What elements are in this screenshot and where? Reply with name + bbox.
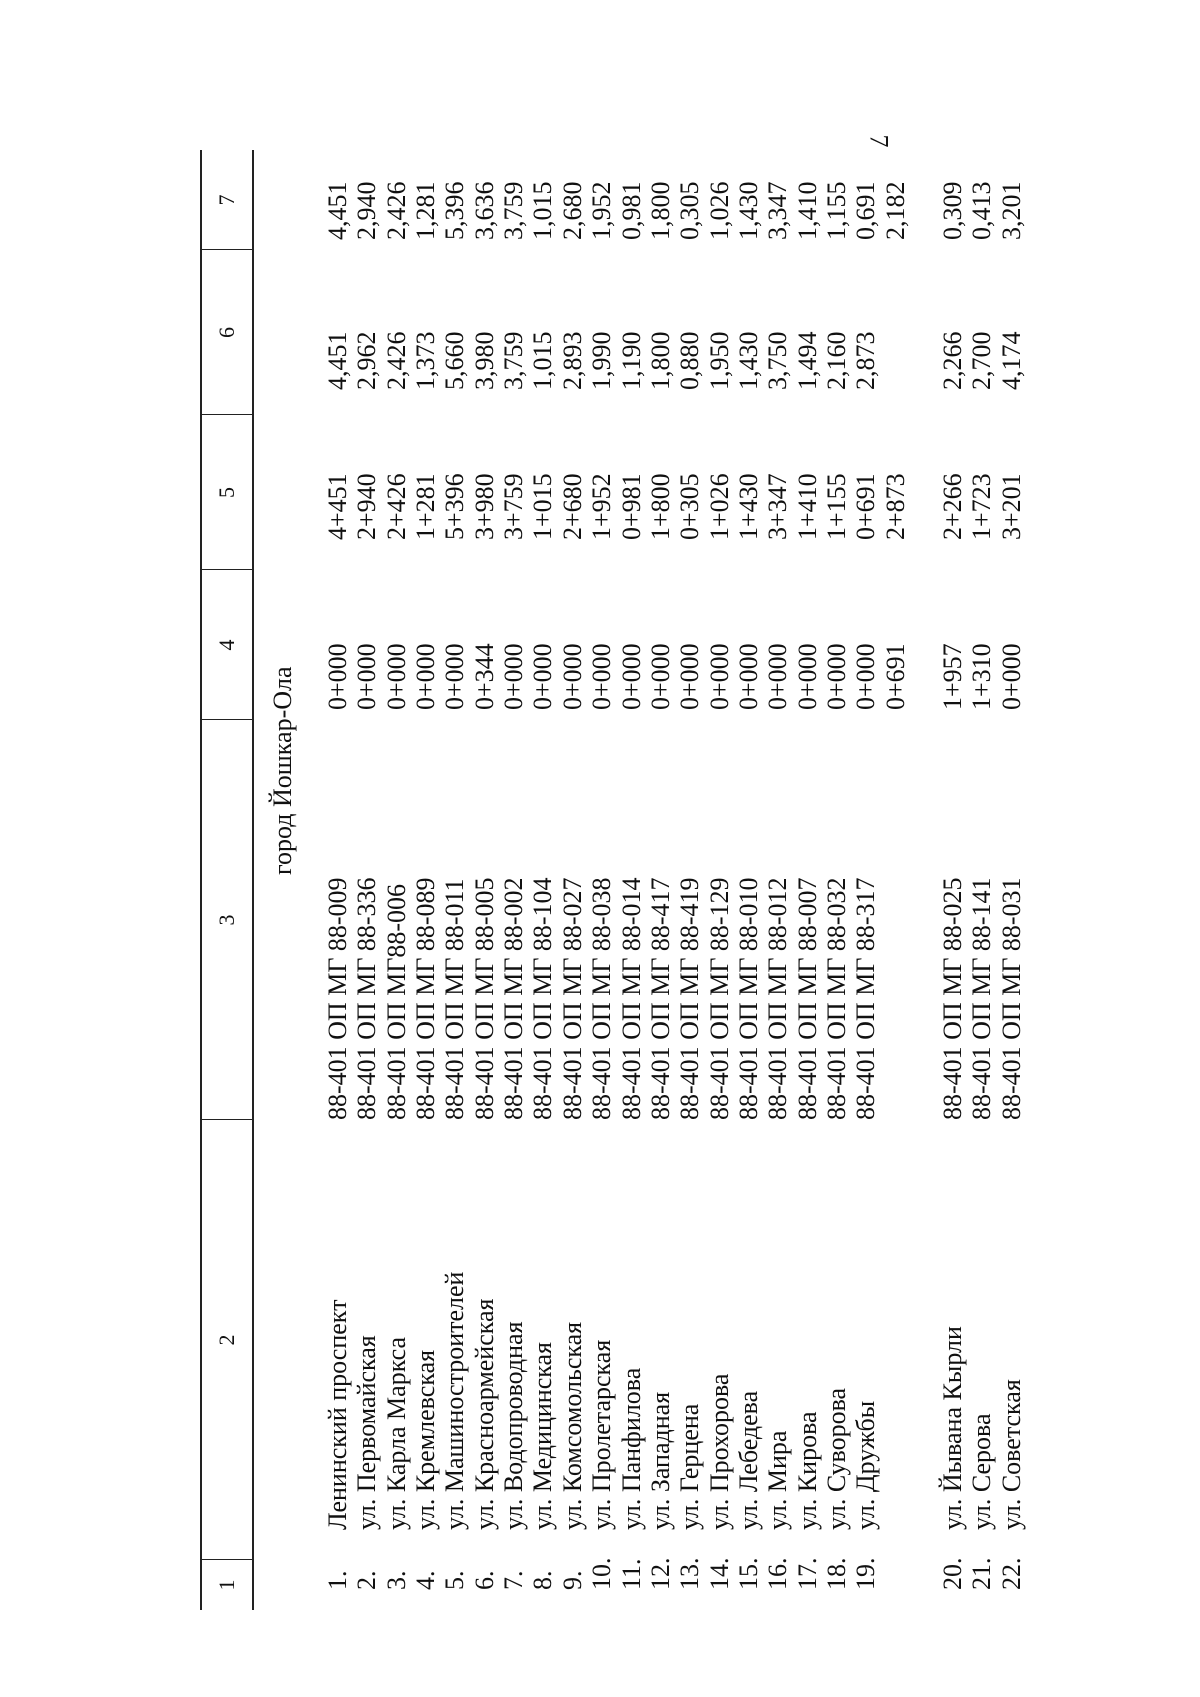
start-km: 0+000 bbox=[851, 643, 881, 710]
total-length: 2,893 bbox=[557, 331, 587, 390]
table-row bbox=[675, 150, 704, 1610]
section-title: город Йошкар-Ола bbox=[268, 666, 297, 875]
total-length: 1,190 bbox=[616, 331, 646, 390]
row-number: 7. bbox=[499, 1570, 529, 1590]
total-length: 3,980 bbox=[469, 331, 499, 390]
row-number: 12. bbox=[645, 1557, 675, 1590]
total-length: 3,750 bbox=[763, 331, 793, 390]
section-length: 0,981 bbox=[616, 181, 646, 240]
end-km: 4+451 bbox=[323, 473, 352, 540]
row-number: 9. bbox=[557, 1570, 587, 1590]
total-length: 1,373 bbox=[411, 331, 441, 390]
section-length: 0,413 bbox=[967, 181, 997, 240]
end-km: 1+155 bbox=[821, 473, 851, 540]
total-length: 2,426 bbox=[381, 331, 411, 390]
page-number: 7 bbox=[864, 134, 894, 148]
column-divider bbox=[202, 249, 252, 250]
start-km: 0+000 bbox=[996, 643, 1026, 710]
table-row bbox=[967, 150, 996, 1610]
table-row bbox=[352, 150, 381, 1610]
road-code: 88-401 ОП МГ 88-089 bbox=[411, 877, 441, 1120]
table-row bbox=[558, 150, 587, 1610]
row-number: 6. bbox=[469, 1570, 499, 1590]
road-code: 88-401 ОП МГ 88-336 bbox=[352, 877, 382, 1120]
end-km: 1+015 bbox=[528, 473, 558, 540]
street-name: ул. Суворова bbox=[821, 1387, 851, 1530]
start-km: 0+000 bbox=[381, 643, 411, 710]
street-name: ул. Западная bbox=[645, 1391, 675, 1530]
street-name: ул. Водопроводная bbox=[499, 1321, 529, 1530]
row-number: 20. bbox=[938, 1557, 967, 1590]
row-number: 3. bbox=[381, 1570, 411, 1590]
column-header-6: 6 bbox=[214, 327, 239, 338]
total-length: 1,950 bbox=[704, 331, 734, 390]
street-name: ул. Мира bbox=[763, 1430, 793, 1530]
total-length: 2,700 bbox=[967, 331, 997, 390]
table-row bbox=[938, 150, 967, 1610]
road-code: 88-401 ОП МГ 88-010 bbox=[733, 877, 763, 1120]
column-header-1: 1 bbox=[214, 1579, 239, 1591]
end-km: 2+426 bbox=[381, 473, 411, 540]
total-length: 1,800 bbox=[645, 331, 675, 390]
row-number: 4. bbox=[411, 1570, 441, 1590]
row-number: 2. bbox=[352, 1570, 382, 1590]
road-code: 88-401 ОП МГ 88-038 bbox=[587, 877, 617, 1120]
street-name: ул. Дружбы bbox=[851, 1400, 881, 1530]
end-km: 1+952 bbox=[587, 473, 617, 540]
table-row bbox=[411, 150, 440, 1610]
section-length: 3,347 bbox=[763, 181, 793, 240]
section-length: 2,426 bbox=[381, 181, 411, 240]
table-row bbox=[646, 150, 675, 1610]
total-length: 4,451 bbox=[323, 331, 352, 390]
total-length: 1,430 bbox=[733, 331, 763, 390]
table-row bbox=[734, 150, 763, 1610]
row-number: 13. bbox=[675, 1557, 705, 1590]
table-row bbox=[440, 150, 469, 1610]
section-length: 2,680 bbox=[557, 181, 587, 240]
total-length: 1,494 bbox=[792, 331, 822, 390]
start-km: 0+000 bbox=[528, 643, 558, 710]
street-name: ул. Пролетарская bbox=[587, 1339, 617, 1530]
street-name: ул. Комсомольская bbox=[557, 1321, 587, 1530]
table-row bbox=[881, 150, 910, 1610]
road-code: 88-401 ОП МГ 88-009 bbox=[323, 877, 352, 1120]
section-length: 1,952 bbox=[587, 181, 617, 240]
street-name: ул. Машиностроителей bbox=[440, 1271, 470, 1530]
end-km: 5+396 bbox=[440, 473, 470, 540]
column-header-5: 5 bbox=[214, 487, 239, 498]
table-row bbox=[528, 150, 557, 1610]
road-code: 88-401 ОП МГ 88-141 bbox=[967, 877, 997, 1120]
start-km: 0+000 bbox=[616, 643, 646, 710]
end-km: 2+873 bbox=[880, 473, 910, 540]
road-code: 88-401 ОП МГ 88-002 bbox=[499, 877, 529, 1120]
road-code: 88-401 ОП МГ 88-014 bbox=[616, 877, 646, 1120]
table-row bbox=[323, 150, 352, 1610]
end-km: 3+980 bbox=[469, 473, 499, 540]
section-length: 1,155 bbox=[821, 181, 851, 240]
row-number: 21. bbox=[967, 1557, 997, 1590]
column-divider bbox=[202, 1119, 252, 1120]
total-length: 5,660 bbox=[440, 331, 470, 390]
start-km: 0+000 bbox=[733, 643, 763, 710]
road-code: 88-401 ОП МГ 88-007 bbox=[792, 877, 822, 1120]
section-length: 1,026 bbox=[704, 181, 734, 240]
street-name: Ленинский проспект bbox=[323, 1299, 352, 1530]
row-number: 5. bbox=[440, 1570, 470, 1590]
column-divider bbox=[202, 569, 252, 570]
row-number: 15. bbox=[733, 1557, 763, 1590]
start-km: 0+000 bbox=[763, 643, 793, 710]
column-divider bbox=[202, 1559, 252, 1560]
start-km: 0+344 bbox=[469, 643, 499, 710]
row-number: 19. bbox=[851, 1557, 881, 1590]
end-km: 0+981 bbox=[616, 473, 646, 540]
road-code: 88-401 ОП МГ 88-027 bbox=[557, 877, 587, 1120]
section-length: 0,691 bbox=[851, 181, 881, 240]
row-number: 1. bbox=[323, 1570, 352, 1590]
road-code: 88-401 ОП МГ 88-005 bbox=[469, 877, 499, 1120]
end-km: 1+281 bbox=[411, 473, 441, 540]
street-name: ул. Медицинская bbox=[528, 1342, 558, 1530]
end-km: 3+759 bbox=[499, 473, 529, 540]
table-row bbox=[470, 150, 499, 1610]
section-length: 3,759 bbox=[499, 181, 529, 240]
section-length: 4,451 bbox=[323, 181, 352, 240]
table-row bbox=[499, 150, 528, 1610]
table-row bbox=[997, 150, 1026, 1610]
section-length: 1,800 bbox=[645, 181, 675, 240]
total-length: 1,990 bbox=[587, 331, 617, 390]
road-code: 88-401 ОП МГ 88-032 bbox=[821, 877, 851, 1120]
table-row bbox=[382, 150, 411, 1610]
end-km: 1+723 bbox=[967, 473, 997, 540]
road-code: 88-401 ОП МГ 88-417 bbox=[645, 877, 675, 1120]
road-code: 88-401 ОП МГ 88-129 bbox=[704, 877, 734, 1120]
road-code: 88-401 ОП МГ 88-011 bbox=[440, 878, 470, 1120]
start-km: 0+000 bbox=[587, 643, 617, 710]
end-km: 2+266 bbox=[938, 473, 967, 540]
end-km: 3+201 bbox=[996, 473, 1026, 540]
end-km: 3+347 bbox=[763, 473, 793, 540]
end-km: 1+410 bbox=[792, 473, 822, 540]
end-km: 1+800 bbox=[645, 473, 675, 540]
row-number: 17. bbox=[792, 1557, 822, 1590]
section-length: 3,201 bbox=[996, 181, 1026, 240]
street-name: ул. Йывана Кырли bbox=[938, 1326, 967, 1530]
start-km: 0+000 bbox=[821, 643, 851, 710]
street-name: ул. Панфилова bbox=[616, 1367, 646, 1530]
table-row bbox=[822, 150, 851, 1610]
section-length: 1,281 bbox=[411, 181, 441, 240]
total-length: 4,174 bbox=[996, 331, 1026, 390]
table-row bbox=[793, 150, 822, 1610]
road-code: 88-401 ОП МГ 88-025 bbox=[938, 877, 967, 1120]
section-length: 5,396 bbox=[440, 181, 470, 240]
road-code: 88-401 ОП МГ 88-031 bbox=[996, 877, 1026, 1120]
row-number: 10. bbox=[587, 1557, 617, 1590]
row-number: 11. bbox=[616, 1558, 646, 1590]
start-km: 0+000 bbox=[323, 643, 352, 710]
end-km: 0+305 bbox=[675, 473, 705, 540]
street-name: ул. Красноармейская bbox=[469, 1298, 499, 1530]
row-number: 22. bbox=[996, 1557, 1026, 1590]
road-code: 88-401 ОП МГ 88-104 bbox=[528, 877, 558, 1120]
column-header-4: 4 bbox=[214, 639, 239, 651]
section-length: 3,636 bbox=[469, 181, 499, 240]
street-name: ул. Прохорова bbox=[704, 1373, 734, 1530]
road-table bbox=[200, 150, 1026, 1610]
table-row bbox=[617, 150, 646, 1610]
street-name: ул. Серова bbox=[967, 1413, 997, 1530]
end-km: 0+691 bbox=[851, 473, 881, 540]
section-length: 2,182 bbox=[880, 181, 910, 240]
row-number: 18. bbox=[821, 1557, 851, 1590]
street-name: ул. Советская bbox=[996, 1379, 1026, 1530]
column-header-3: 3 bbox=[214, 914, 239, 926]
road-code: 88-401 ОП МГ 88-012 bbox=[763, 877, 793, 1120]
column-header-2: 2 bbox=[214, 1334, 239, 1346]
street-name: ул. Герцена bbox=[675, 1403, 705, 1530]
column-divider bbox=[202, 414, 252, 415]
end-km: 1+430 bbox=[733, 473, 763, 540]
total-length: 0,880 bbox=[675, 331, 705, 390]
total-length: 1,015 bbox=[528, 331, 558, 390]
end-km: 2+680 bbox=[557, 473, 587, 540]
road-code: 88-401 ОП МГ 88-317 bbox=[851, 877, 881, 1120]
start-km: 0+000 bbox=[499, 643, 529, 710]
end-km: 2+940 bbox=[352, 473, 382, 540]
row-number: 16. bbox=[763, 1557, 793, 1590]
row-number: 14. bbox=[704, 1557, 734, 1590]
section-length: 1,410 bbox=[792, 181, 822, 240]
row-number: 8. bbox=[528, 1570, 558, 1590]
start-km: 1+310 bbox=[967, 643, 997, 710]
table-header bbox=[200, 150, 254, 1610]
total-length: 2,160 bbox=[821, 331, 851, 390]
street-name: ул. Первомайская bbox=[352, 1335, 382, 1530]
section-length: 1,430 bbox=[733, 181, 763, 240]
total-length: 3,759 bbox=[499, 331, 529, 390]
table-row bbox=[587, 150, 616, 1610]
start-km: 0+000 bbox=[557, 643, 587, 710]
start-km: 1+957 bbox=[938, 643, 967, 710]
street-name: ул. Лебедева bbox=[733, 1390, 763, 1530]
end-km: 1+026 bbox=[704, 473, 734, 540]
section-length: 1,015 bbox=[528, 181, 558, 240]
street-name: ул. Кремлевская bbox=[411, 1349, 441, 1530]
total-length: 2,266 bbox=[938, 331, 967, 390]
total-length: 2,962 bbox=[352, 331, 382, 390]
street-name: ул. Кирова bbox=[792, 1411, 822, 1530]
start-km: 0+000 bbox=[411, 643, 441, 710]
column-header-7: 7 bbox=[214, 194, 239, 206]
start-km: 0+000 bbox=[440, 643, 470, 710]
table-row bbox=[705, 150, 734, 1610]
start-km: 0+000 bbox=[352, 643, 382, 710]
start-km: 0+000 bbox=[645, 643, 675, 710]
column-divider bbox=[202, 719, 252, 720]
start-km: 0+691 bbox=[880, 643, 910, 710]
road-code: 88-401 ОП МГ88-006 bbox=[381, 883, 411, 1120]
total-length: 2,873 bbox=[851, 331, 881, 390]
road-code: 88-401 ОП МГ 88-419 bbox=[675, 877, 705, 1120]
section-length: 0,309 bbox=[938, 181, 967, 240]
table-row bbox=[763, 150, 792, 1610]
start-km: 0+000 bbox=[675, 643, 705, 710]
section-length: 2,940 bbox=[352, 181, 382, 240]
start-km: 0+000 bbox=[792, 643, 822, 710]
street-name: ул. Карла Маркса bbox=[381, 1336, 411, 1530]
section-length: 0,305 bbox=[675, 181, 705, 240]
start-km: 0+000 bbox=[704, 643, 734, 710]
table-row bbox=[851, 150, 880, 1610]
